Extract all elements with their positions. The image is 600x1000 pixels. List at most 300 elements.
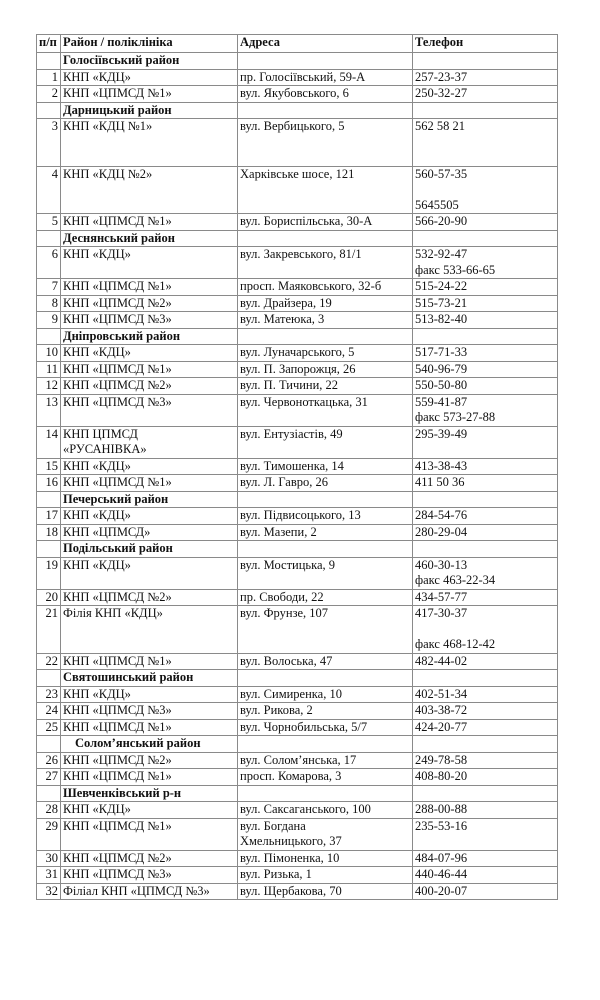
clinic-name-cell: [61, 361, 238, 378]
district-name: Шевченківський р-н: [61, 785, 238, 802]
row-number: 18: [37, 524, 61, 541]
row-number: 4: [37, 166, 61, 214]
clinic-address-cell: [238, 295, 413, 312]
table-row: [37, 589, 558, 606]
district-name: Деснянський район: [61, 230, 238, 247]
clinic-phone: 235-53-16: [415, 818, 468, 833]
clinic-address-cell: [238, 345, 413, 362]
district-row: [37, 736, 558, 753]
clinic-address-cell: [238, 867, 413, 884]
clinic-address-cell: [238, 802, 413, 819]
clinic-phone-cell: [413, 458, 558, 475]
clinic-name-cell: [61, 119, 238, 167]
address-cell: [238, 328, 413, 345]
clinic-name-cell: [61, 247, 238, 279]
clinic-phone-cell: [413, 214, 558, 231]
table-row: [37, 279, 558, 296]
district-row: [37, 491, 558, 508]
clinic-address: вул. Якубовського, 6: [240, 86, 349, 100]
clinic-address: вул. Пімоненка, 10: [240, 850, 340, 865]
clinic-name-cell: [61, 312, 238, 329]
clinic-address-cell: [238, 557, 413, 589]
clinic-phone-cell: [413, 524, 558, 541]
clinic-address: вул. Луначарського, 5: [240, 345, 355, 359]
clinic-address-cell: [238, 850, 413, 867]
clinic-phone-cell: [413, 850, 558, 867]
clinic-phone-cell: [413, 769, 558, 786]
header-name: Район / поліклініка: [61, 35, 238, 53]
row-number-cell: [37, 785, 61, 802]
clinic-address: вул. Солом’янська, 17: [240, 752, 357, 767]
clinic-name: КНП «ЦПМСД №3»: [63, 703, 172, 717]
clinic-name: КНП «ЦПМСД №3»: [63, 867, 172, 881]
clinic-name-cell: [61, 426, 238, 458]
table-row: [37, 719, 558, 736]
clinic-phone: 408-80-20: [415, 769, 468, 783]
clinic-address-cell: [238, 653, 413, 670]
clinic-phone: факс 463-22-34: [415, 573, 496, 587]
clinic-address: вул. П. Запорожця, 26: [240, 361, 356, 376]
clinic-name: КНП «ЦПМСД №1»: [63, 279, 172, 293]
clinic-address-cell: [238, 606, 413, 654]
clinic-name-cell: [61, 458, 238, 475]
clinic-name-cell: [61, 279, 238, 296]
clinic-name-cell: [61, 557, 238, 589]
row-number-cell: [37, 230, 61, 247]
clinic-phone: 515-24-22: [415, 279, 468, 293]
district-name: Голосіївський район: [61, 53, 238, 70]
clinic-address: вул. Червоноткацька, 31: [240, 394, 368, 409]
clinic-name-cell: [61, 703, 238, 720]
clinic-phone-cell: [413, 752, 558, 769]
district-row: [37, 53, 558, 70]
clinic-name-cell: [61, 86, 238, 103]
clinic-phone: факс 573-27-88: [415, 410, 496, 424]
row-number-cell: [37, 670, 61, 687]
clinic-name: КНП «ЦПМСД №1»: [63, 86, 172, 100]
clinic-address-cell: [238, 361, 413, 378]
clinic-phone: 460-30-13: [415, 557, 468, 572]
clinic-name: КНП «ЦПМСД №1»: [63, 719, 172, 734]
phone-cell: [413, 491, 558, 508]
clinic-address-cell: [238, 69, 413, 86]
district-name: Печерський район: [61, 491, 238, 508]
table-row: [37, 426, 558, 458]
row-number: 15: [37, 458, 61, 475]
clinic-name-cell: [61, 606, 238, 654]
district-name: Подільський район: [61, 541, 238, 558]
table-row: [37, 802, 558, 819]
clinic-name-cell: [61, 686, 238, 703]
clinic-name: Філіал КНП «ЦПМСД №3»: [63, 883, 210, 898]
row-number: 2: [37, 86, 61, 103]
table-row: [37, 312, 558, 329]
row-number: 7: [37, 279, 61, 296]
clinic-phone-cell: [413, 394, 558, 426]
table-row: [37, 867, 558, 884]
clinic-address-cell: [238, 426, 413, 458]
clinic-address-cell: [238, 394, 413, 426]
row-number: 8: [37, 295, 61, 312]
row-number-cell: [37, 491, 61, 508]
clinic-phone: 559-41-87: [415, 394, 468, 409]
phone-cell: [413, 670, 558, 687]
district-name: Дарницький район: [61, 102, 238, 119]
clinic-address-cell: [238, 312, 413, 329]
row-number: 16: [37, 475, 61, 492]
row-number-cell: [37, 541, 61, 558]
row-number: 14: [37, 426, 61, 458]
clinic-name: КНП «ЦПМСД №1»: [63, 653, 172, 668]
table-row: [37, 769, 558, 786]
clinic-address: вул. Тимошенка, 14: [240, 458, 344, 473]
row-number-cell: [37, 53, 61, 70]
clinic-phone: 540-96-79: [415, 361, 468, 376]
clinic-phone: 400-20-07: [415, 883, 468, 898]
clinic-phone: 560-57-35: [415, 166, 468, 181]
phone-cell: [413, 328, 558, 345]
clinic-address-cell: [238, 214, 413, 231]
table-row: [37, 686, 558, 703]
clinic-phone: факс 468-12-42: [415, 637, 496, 651]
table-row: [37, 557, 558, 589]
clinic-phone: 424-20-77: [415, 719, 468, 734]
clinic-phone-cell: [413, 686, 558, 703]
row-number: 9: [37, 312, 61, 329]
clinic-address: вул. Матеюка, 3: [240, 312, 325, 326]
row-number: 1: [37, 69, 61, 86]
clinic-name-cell: [61, 524, 238, 541]
clinic-phone-cell: [413, 883, 558, 900]
clinic-address-cell: [238, 686, 413, 703]
clinic-phone: 402-51-34: [415, 686, 468, 701]
address-cell: [238, 670, 413, 687]
table-row: [37, 119, 558, 167]
phone-cell: [413, 53, 558, 70]
clinic-address: Харківське шосе, 121: [240, 166, 355, 181]
clinic-phone-cell: [413, 247, 558, 279]
table-row: [37, 86, 558, 103]
clinic-name: КНП «ЦПМСД №2»: [63, 295, 172, 310]
clinic-phone-cell: [413, 867, 558, 884]
clinic-name-cell: [61, 214, 238, 231]
clinic-phone-cell: [413, 295, 558, 312]
clinic-address-cell: [238, 703, 413, 720]
table-row: [37, 606, 558, 654]
clinic-address-cell: [238, 719, 413, 736]
clinic-phone: 566-20-90: [415, 214, 468, 228]
clinic-address-cell: [238, 589, 413, 606]
clinic-address-cell: [238, 458, 413, 475]
district-row: [37, 785, 558, 802]
clinic-phone: [415, 622, 555, 638]
table-row: [37, 883, 558, 900]
header-number: п/п: [37, 35, 61, 53]
clinic-phone: 249-78-58: [415, 752, 468, 767]
clinic-address-cell: [238, 119, 413, 167]
clinic-address: вул. Мазепи, 2: [240, 524, 317, 539]
clinic-address: вул. Волоська, 47: [240, 653, 333, 668]
clinic-phone: 284-54-76: [415, 508, 468, 522]
clinic-address: вул. Саксаганського, 100: [240, 802, 371, 816]
table-row: [37, 653, 558, 670]
table-row: [37, 703, 558, 720]
clinic-name-cell: [61, 752, 238, 769]
header-phone: Телефон: [413, 35, 558, 53]
address-cell: [238, 230, 413, 247]
district-row: [37, 328, 558, 345]
row-number: 23: [37, 686, 61, 703]
clinic-address: просп. Маяковського, 32-б: [240, 279, 382, 293]
clinic-address: вул. Симиренка, 10: [240, 686, 342, 701]
address-cell: [238, 491, 413, 508]
clinic-name-cell: [61, 653, 238, 670]
clinic-name: КНП «КДЦ»: [63, 69, 131, 84]
clinic-phone-cell: [413, 312, 558, 329]
district-row: [37, 230, 558, 247]
clinic-address: пр. Свободи, 22: [240, 589, 324, 604]
clinic-name-cell: [61, 802, 238, 819]
clinic-name: КНП «КДЦ»: [63, 508, 131, 522]
clinic-address: вул. Мостицька, 9: [240, 557, 336, 572]
clinic-phone: 482-44-02: [415, 653, 468, 668]
table-row: [37, 818, 558, 850]
clinic-phone-cell: [413, 378, 558, 395]
table-row: [37, 361, 558, 378]
clinic-phone-cell: [413, 166, 558, 214]
clinic-address: пр. Голосіївський, 59-А: [240, 69, 366, 84]
clinic-name: Філія КНП «КДЦ»: [63, 606, 163, 620]
clinic-name: КНП «ЦПМСД №2»: [63, 378, 172, 392]
clinic-phone: 484-07-96: [415, 850, 468, 865]
clinic-name: КНП «ЦПМСД №3»: [63, 312, 172, 326]
table-row: [37, 247, 558, 279]
clinic-name: «РУСАНІВКА»: [63, 442, 147, 456]
clinic-address-cell: [238, 769, 413, 786]
row-number: 31: [37, 867, 61, 884]
clinic-phone: 411 50 36: [415, 475, 465, 489]
clinic-address: просп. Комарова, 3: [240, 769, 342, 783]
clinic-phone: 288-00-88: [415, 802, 468, 816]
address-cell: [238, 541, 413, 558]
clinic-name-cell: [61, 69, 238, 86]
clinic-address: вул. Щербакова, 70: [240, 883, 342, 898]
district-row: [37, 670, 558, 687]
phone-cell: [413, 736, 558, 753]
district-name: Солом’янський район: [61, 736, 238, 753]
clinic-name: КНП «ЦПМСД №3»: [63, 394, 172, 409]
clinic-phone-cell: [413, 279, 558, 296]
clinic-phone-cell: [413, 653, 558, 670]
clinic-phone: 517-71-33: [415, 345, 468, 359]
clinic-name: КНП «КДЦ»: [63, 345, 131, 359]
row-number: 3: [37, 119, 61, 167]
clinic-name-cell: [61, 867, 238, 884]
clinic-name-cell: [61, 508, 238, 525]
clinic-address-cell: [238, 524, 413, 541]
phone-cell: [413, 102, 558, 119]
clinic-address-cell: [238, 279, 413, 296]
clinic-phone: 280-29-04: [415, 524, 468, 539]
clinic-phone: 562 58 21: [415, 119, 465, 133]
clinic-phone-cell: [413, 606, 558, 654]
clinic-address: вул. Закревського, 81/1: [240, 247, 362, 261]
clinic-name-cell: [61, 475, 238, 492]
clinic-name-cell: [61, 394, 238, 426]
table-row: [37, 345, 558, 362]
clinic-name-cell: [61, 883, 238, 900]
table-row: [37, 378, 558, 395]
clinic-phone: 513-82-40: [415, 312, 468, 326]
clinic-phone: 440-46-44: [415, 867, 468, 881]
table-row: [37, 524, 558, 541]
row-number: 25: [37, 719, 61, 736]
clinic-name: КНП «КДЦ»: [63, 458, 131, 473]
clinic-name-cell: [61, 345, 238, 362]
clinic-name-cell: [61, 769, 238, 786]
clinic-name-cell: [61, 166, 238, 214]
clinic-phone: 515-73-21: [415, 295, 468, 310]
district-name: Дніпровський район: [61, 328, 238, 345]
clinic-address: вул. Вербицького, 5: [240, 119, 345, 133]
clinic-name: КНП «КДЦ»: [63, 557, 131, 572]
clinic-phone-cell: [413, 426, 558, 458]
clinic-address: вул. Підвисоцького, 13: [240, 508, 361, 522]
clinic-address: вул. Рикова, 2: [240, 703, 313, 717]
row-number: 13: [37, 394, 61, 426]
phone-cell: [413, 541, 558, 558]
table-row: [37, 752, 558, 769]
row-number-cell: [37, 102, 61, 119]
clinic-address-cell: [238, 752, 413, 769]
row-number: 10: [37, 345, 61, 362]
clinic-phone-cell: [413, 69, 558, 86]
clinic-address: вул. П. Тичини, 22: [240, 378, 339, 392]
clinic-phone-cell: [413, 818, 558, 850]
table-row: [37, 295, 558, 312]
clinic-address: вул. Ризька, 1: [240, 867, 312, 881]
clinic-name: КНП «ЦПМСД №2»: [63, 850, 172, 865]
clinic-address: вул. Бориспільська, 30-А: [240, 214, 373, 228]
phone-cell: [413, 230, 558, 247]
clinic-phone: 250-32-27: [415, 86, 468, 100]
clinic-name-cell: [61, 818, 238, 850]
clinic-name-cell: [61, 378, 238, 395]
clinic-name: КНП «ЦПМСД №1»: [63, 818, 172, 833]
phone-cell: [413, 785, 558, 802]
clinic-address-cell: [238, 508, 413, 525]
clinic-name: КНП «КДЦ»: [63, 686, 131, 701]
row-number: 32: [37, 883, 61, 900]
table-row: [37, 166, 558, 214]
row-number: 6: [37, 247, 61, 279]
row-number: 24: [37, 703, 61, 720]
clinic-phone: [415, 135, 555, 151]
clinic-phone-cell: [413, 475, 558, 492]
clinic-phone: 413-38-43: [415, 458, 468, 473]
table-row: [37, 508, 558, 525]
clinic-address: вул. Л. Гавро, 26: [240, 475, 329, 489]
clinic-phone-cell: [413, 361, 558, 378]
clinic-phone-cell: [413, 508, 558, 525]
address-cell: [238, 785, 413, 802]
row-number-cell: [37, 328, 61, 345]
clinic-address: вул. Богдана: [240, 818, 306, 833]
clinic-name: КНП «ЦПМСД №1»: [63, 361, 172, 376]
clinic-phone: 532-92-47: [415, 247, 468, 261]
row-number-cell: [37, 736, 61, 753]
clinic-phone: 5645505: [415, 197, 459, 212]
clinic-address: вул. Фрунзе, 107: [240, 606, 329, 620]
clinic-name-cell: [61, 589, 238, 606]
clinic-address: вул. Ентузіастів, 49: [240, 426, 343, 441]
clinic-name: КНП «КДЦ №2»: [63, 166, 153, 181]
table-row: [37, 850, 558, 867]
row-number: 28: [37, 802, 61, 819]
clinic-phone: 434-57-77: [415, 589, 468, 604]
row-number: 26: [37, 752, 61, 769]
clinic-phone-cell: [413, 345, 558, 362]
clinic-phone: 295-39-49: [415, 426, 468, 441]
clinic-phone-cell: [413, 557, 558, 589]
clinic-phone-cell: [413, 86, 558, 103]
row-number: 21: [37, 606, 61, 654]
clinic-name: КНП «ЦПМСД №1»: [63, 214, 172, 228]
district-row: [37, 541, 558, 558]
clinic-phone-cell: [413, 802, 558, 819]
row-number: 22: [37, 653, 61, 670]
clinic-name-cell: [61, 850, 238, 867]
address-cell: [238, 102, 413, 119]
clinic-name: КНП ЦПМСД: [63, 426, 138, 441]
clinics-table: [36, 34, 558, 900]
clinic-address: вул. Драйзера, 19: [240, 295, 332, 310]
row-number: 29: [37, 818, 61, 850]
clinic-phone: 550-50-80: [415, 378, 468, 392]
clinic-address-cell: [238, 166, 413, 214]
clinic-address-cell: [238, 818, 413, 850]
table-row: [37, 475, 558, 492]
table-row: [37, 69, 558, 86]
clinic-name: КНП «КДЦ»: [63, 802, 131, 816]
clinic-name: КНП «ЦПМСД»: [63, 524, 151, 539]
clinic-address: вул. Чорнобильська, 5/7: [240, 719, 368, 734]
clinic-phone: [415, 182, 555, 198]
clinic-name: КНП «ЦПМСД №1»: [63, 475, 172, 489]
clinic-phone: [415, 150, 555, 166]
header-address: Адреса: [238, 35, 413, 53]
row-number: 5: [37, 214, 61, 231]
table-row: [37, 394, 558, 426]
clinic-phone-cell: [413, 119, 558, 167]
row-number: 17: [37, 508, 61, 525]
clinic-phone: 417-30-37: [415, 606, 468, 620]
clinic-name: КНП «КДЦ»: [63, 247, 131, 261]
clinic-name-cell: [61, 295, 238, 312]
row-number: 12: [37, 378, 61, 395]
clinic-address-cell: [238, 86, 413, 103]
clinic-address-cell: [238, 883, 413, 900]
address-cell: [238, 53, 413, 70]
table-row: [37, 458, 558, 475]
table-header-row: [37, 35, 558, 53]
clinic-name: КНП «ЦПМСД №1»: [63, 769, 172, 783]
clinic-phone: 257-23-37: [415, 69, 468, 84]
district-row: [37, 102, 558, 119]
row-number: 11: [37, 361, 61, 378]
clinic-phone: 403-38-72: [415, 703, 468, 717]
table-row: [37, 214, 558, 231]
